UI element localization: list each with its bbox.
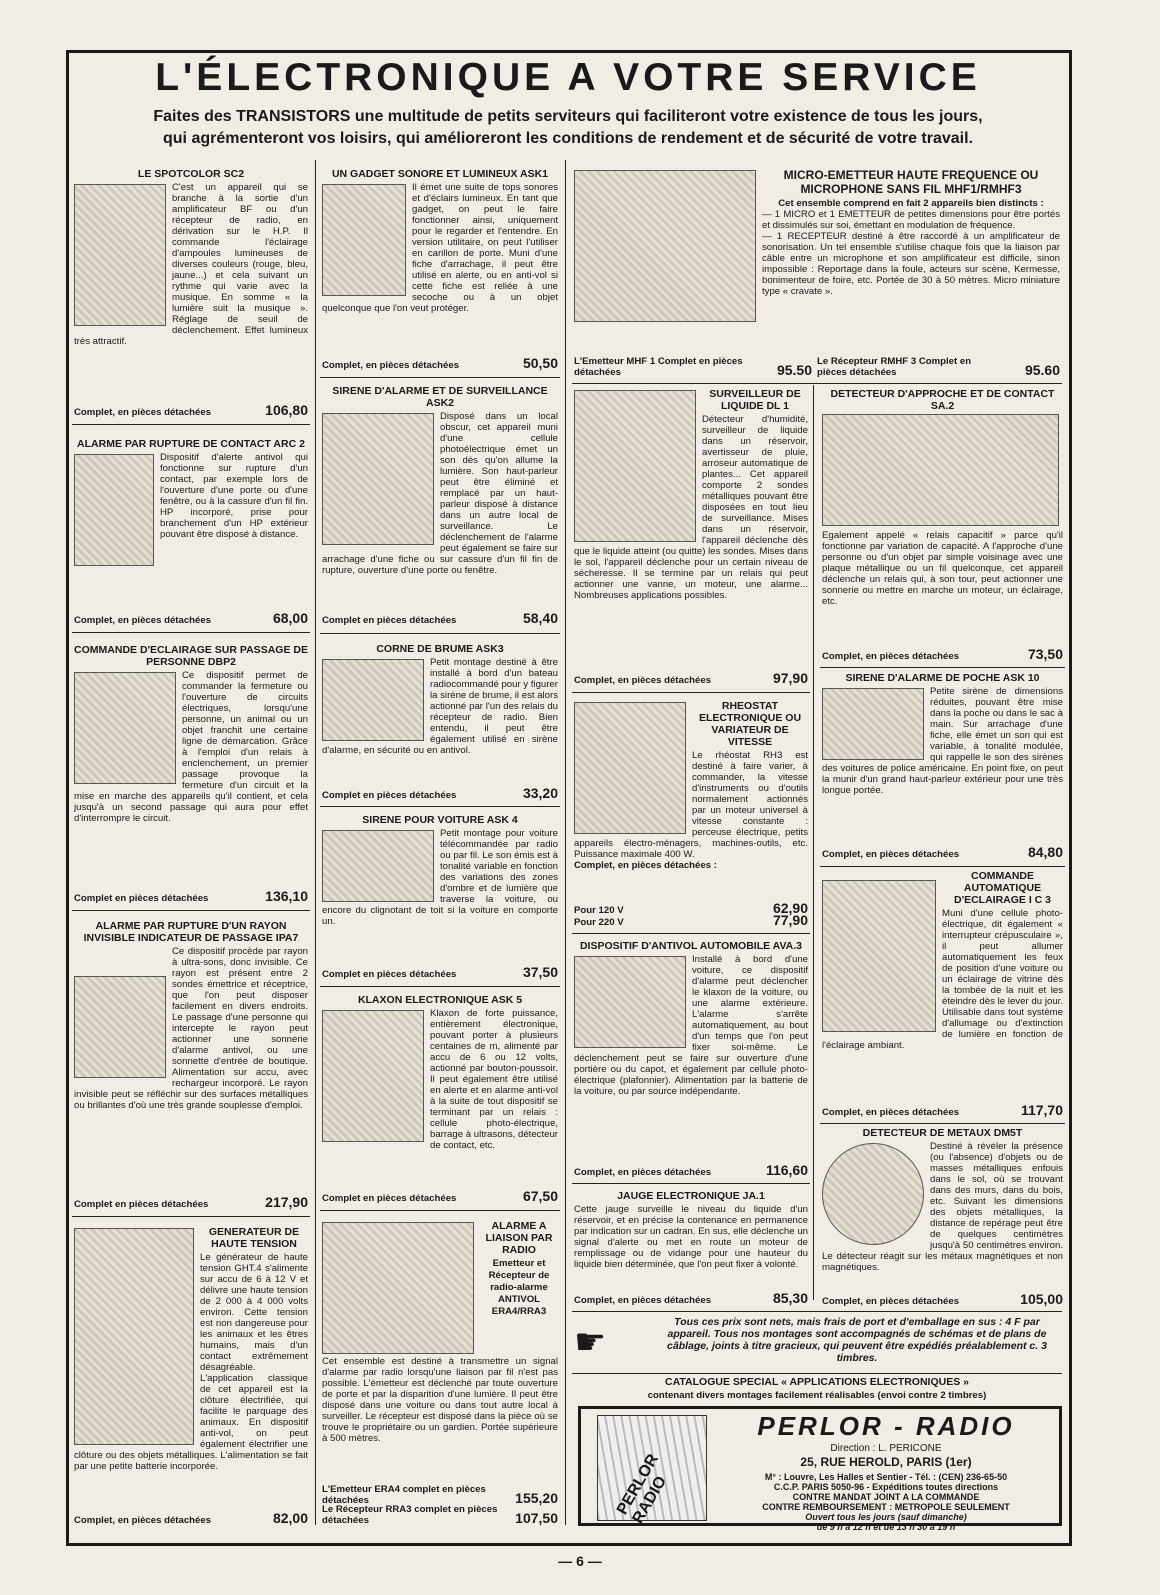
catalogue-title: CATALOGUE SPECIAL « APPLICATIONS ELECTRONIQUES » — [665, 1376, 969, 1388]
page-number: — 6 — — [558, 1553, 602, 1569]
product-title: GENERATEUR DE HAUTE TENSION — [208, 1226, 300, 1250]
product-description: Petit montage pour voiture télécommandée par radio ou par fil. Le son émis est à tonalité variable en fonction des variations des zones d'ombre et de lumière que traverse la voiture, ou encore du clignotant de toit si la voiture en comporte un. — [322, 828, 558, 927]
device-image — [822, 1143, 924, 1245]
product-dbp2 — [72, 644, 310, 906]
product-ask10 — [820, 672, 1065, 862]
price-line: Complet, en pièces détachées 117,70 — [822, 1102, 1063, 1118]
device-image — [822, 414, 1059, 526]
device-image — [74, 672, 176, 784]
product-title: ALARME PAR RUPTURE DE CONTACT ARC 2 — [77, 438, 305, 450]
device-image — [74, 454, 154, 566]
logo-text: PERLOR RADIO — [613, 1451, 671, 1527]
product-description: Il émet une suite de tops sonores et d'éclairs lumineux. En tant que gadget, on peut le faire fonctionner ainsi, uniquement pour le regarder et l'entendre. En version utilitaire, on peut l'utiliser en carillon de porte. Muni d'une fiche d'arrachage, il peut être utilisé en alerte, ou en anti-vol si cette fiche est reliée à une secoche ou à un objet quelconque que l'on veut protéger. — [322, 182, 558, 314]
shop-box — [578, 1406, 1062, 1532]
price-line: L'Emetteur MHF 1 Complet en pièces détachées 95.50 — [574, 356, 812, 378]
price-line: L'Emetteur ERA4 complet en pièces détachées 155,20 — [322, 1484, 558, 1506]
product-sa2 — [820, 388, 1065, 664]
catalogue-block — [572, 1376, 1062, 1406]
device-image — [574, 170, 756, 322]
product-sc2 — [72, 168, 310, 420]
product-ght4 — [72, 1226, 310, 1528]
catalogue-subtitle: contenant divers montages facilement réalisables (envoi contre 2 timbres) — [647, 1390, 987, 1401]
price-line: Complet, en pièces détachées 73,50 — [822, 646, 1063, 662]
column-divider — [813, 385, 814, 1300]
device-image — [322, 1222, 474, 1354]
product-description: — 1 MICRO et 1 EMETTEUR de petites dimensions pour être portés et dissimulés sur soi, émettant en modulation de fréquence. — [762, 209, 1060, 231]
price-line: Le Récepteur RMHF 3 Complet en pièces détachées 95.60 — [817, 356, 1060, 378]
device-image — [574, 956, 686, 1048]
shop-name: PERLOR - RADIO — [757, 1411, 1015, 1441]
price-line: Complet, en pièces détachées 97,90 — [574, 670, 808, 686]
column-divider — [565, 160, 566, 1525]
product-title: SIRENE POUR VOITURE ASK 4 — [362, 814, 518, 826]
product-description: Destiné à révéler la présence (ou l'absence) d'objets ou de masses métalliques enfouis dans le sol, où se trouvant dans des murs, dans du bois, etc. Suivant les dimensions des objets métalliques, la distance de repérage peut être de quelques centimètres jusqu'à 50 centimètres environ. Le détecteur réagit sur les métaux magnétiques et non magnétiques. — [822, 1141, 1063, 1273]
product-title: JAUGE ELECTRONIQUE JA.1 — [617, 1190, 765, 1202]
device-image — [574, 390, 696, 542]
price-line: Complet, en pièces détachées 106,80 — [74, 402, 308, 418]
column-divider — [315, 160, 316, 1525]
price-line: Complet en pièces détachées 33,20 — [322, 785, 558, 801]
price-line: Complet en pièces détachées 67,50 — [322, 1188, 558, 1204]
product-title: COMMANDE D'ECLAIRAGE SUR PASSAGE DE PERSONNE DBP2 — [74, 644, 308, 668]
device-image — [822, 688, 924, 760]
subtitle-line-1: Faites des TRANSISTORS une multitude de petits serviteurs qui faciliteront votre existence de tous les jours, — [153, 108, 983, 125]
pointing-hand-icon: ☛ — [574, 1321, 607, 1362]
price-line: Pour 220 V 77,90 — [574, 912, 808, 928]
product-title: DETECTEUR D'APPROCHE ET DE CONTACT SA.2 — [830, 388, 1055, 412]
product-dl1 — [572, 388, 810, 688]
product-description: C'est un appareil qui se branche à la sortie d'un amplificateur BF ou d'un récepteur de radio, en dérivation sur le H.P. Il commande l'éclairage d'ampoules lumineuses de diverses couleurs (rouge, bleu, jaune...) et cela suivant un rythme qui varie avec la musique. En somme « la lumière suit la musique ». Réglage de seuil de déclenchement. Effet lumineux très attractif. — [74, 182, 308, 347]
product-description: Dispositif d'alerte antivol qui fonctionne sur rupture d'un contact, par exemple lors de l'ouverture d'une porte ou d'une fenêtre, ou à la cassure d'un fil fin. HP incorporé, prise pour branchement d'un HP extérieur pouvant être disposé à distance. — [160, 452, 308, 540]
shop-logo — [597, 1415, 707, 1527]
product-title: COMMANDE AUTOMATIQUE D'ECLAIRAGE I C 3 — [953, 870, 1051, 906]
product-description: Disposé dans un local obscur, cet appareil muni d'une cellule photoélectrique émet un son dès qu'on allume la lumière. Son haut-parleur peut être éliminé et remplacé par un haut-parleur disposé à distance dans un autre local de surveillance. Le déclenchement de l'alarme peut également se faire sur arrachage d'une fiche ou sur cassure d'un fil fin de rupture, ouverture d'une porte ou fenêtre. — [322, 411, 558, 576]
product-ask5 — [320, 994, 560, 1206]
device-image — [322, 413, 434, 545]
product-description: Cette jauge surveille le niveau du liquide d'un réservoir, et en précise la contenance en permanence par indication sur un cadran. En sus, elle déclenche un signal d'alerte ou met en route un moteur de remplissage ou de vidange pour une hauteur du liquide bien déterminée, que l'on peut fixer à volonté. — [574, 1204, 808, 1270]
product-title: UN GADGET SONORE ET LUMINEUX ASK1 — [331, 168, 549, 180]
product-ask2 — [320, 385, 560, 628]
price-line: Complet en pièces détachées 136,10 — [74, 888, 308, 904]
price-line: Complet en pièces détachées 37,50 — [322, 964, 558, 980]
product-title: RHEOSTAT ELECTRONIQUE OU VARIATEUR DE VITESSE — [698, 700, 802, 748]
device-image — [822, 880, 936, 1032]
product-ask1 — [320, 168, 560, 373]
product-title: MICRO-EMETTEUR HAUTE FREQUENCE OU MICROPHONE SANS FIL MHF1/RMHF3 — [783, 168, 1039, 196]
device-image — [322, 659, 424, 741]
device-image — [574, 702, 686, 834]
shop-director: Direction : L. PERICONE — [830, 1443, 942, 1454]
product-description: Détecteur d'humidité, surveilleur de liquide dans un réservoir, avertisseur de pluie, arroseur automatique de plantes... Cet appareil comporte 2 sondes métalliques pouvant être disposées en tout lieu de surveillance. Mises dans un réservoir, l'appareil déclenche dès que le liquide atteint (ou quitte) les sondes. Mises dans le sol, l'appareil déclenche pour un certain niveau de sécheresse. Il se termine par un relais qui peut actionner une vanne, un moteur, une alarme... Nombreuses applications possibles. — [574, 414, 808, 601]
product-title: ALARME PAR RUPTURE D'UN RAYON INVISIBLE INDICATEUR DE PASSAGE IPA7 — [83, 920, 299, 944]
shop-contact: M° : Louvre, Les Halles et Sentier - Tél. : (CEN) 236-65-50 C.C.P. PARIS 5050-96 - Expéditions toutes directions CONTRE MANDAT JOINT A LA COMMANDE CONTRE REMBOURSEMENT : METROPOLE SEULEMENT Ouvert tous les jours (sauf dimanche) de 9 h à 12 h et de 13 h 30 à 19 h — [762, 1472, 1010, 1532]
product-intro: Cet ensemble comprend en fait 2 appareils bien distincts : — [778, 198, 1044, 209]
product-description: Petit montage destiné à être installé à bord d'un bateau radiocommandé pour y figurer la sirène de brume, il est alors actionné par l'un des relais du récepteur de radio. Bien entendu, il peut être également utilisé en sirène d'alarme, en sécurité ou en antivol. — [322, 657, 558, 756]
product-title: DISPOSITIF D'ANTIVOL AUTOMOBILE AVA.3 — [579, 940, 803, 952]
price-line: Complet, en pièces détachées 85,30 — [574, 1290, 808, 1306]
product-ask3 — [320, 643, 560, 803]
product-ask4 — [320, 814, 560, 982]
product-title: DETECTEUR DE METAUX DM5T — [862, 1127, 1023, 1139]
device-image — [74, 976, 166, 1078]
product-rh3 — [572, 700, 810, 930]
device-image — [322, 1010, 424, 1142]
price-line: Complet en pièces détachées 58,40 — [322, 610, 558, 626]
product-title: CORNE DE BRUME ASK3 — [376, 643, 504, 655]
product-description: — 1 RECEPTEUR destiné à être raccordé à un amplificateur de sonorisation. Un tel ensemble s'utilise chaque fois que la liaison par câble entre un microphone et son amplificateur est difficile, sinon impossible : Reportage dans la foule, acteurs sur scène, Kermesse, bonimenteur de foire, etc. Portée de 30 à 50 mètres. Micro miniature type « cravate ». — [762, 231, 1060, 297]
page-title: L'ÉLECTRONIQUE A VOTRE SERVICE — [155, 56, 981, 99]
product-arc2 — [72, 438, 310, 628]
product-title: SURVEILLEUR DE LIQUIDE DL 1 — [709, 388, 801, 412]
price-line: Complet, en pièces détachées 84,80 — [822, 844, 1063, 860]
product-ava3 — [572, 940, 810, 1180]
price-label: Complet, en pièces détachées : — [574, 860, 717, 871]
product-era4 — [320, 1220, 560, 1528]
price-line: Le Récepteur RRA3 complet en pièces détachées 107,50 — [322, 1504, 558, 1526]
product-description: Ce dispositif permet de commander la fermeture ou l'ouverture de circuits électriques, lorsqu'une personne, un animal ou un objet franchit une certaine ligne de démarcation. Grâce à l'emploi d'un relais à enclenchement, un premier passage provoque la fermeture d'un circuit et la mise en marche des appareils qu'il contient, et cela jusqu'à un second passage qui aura pour effet d'interrompre le circuit. — [74, 670, 308, 824]
product-ja1 — [572, 1190, 810, 1308]
product-title: KLAXON ELECTRONIQUE ASK 5 — [357, 994, 523, 1006]
product-title: SIRENE D'ALARME ET DE SURVEILLANCE ASK2 — [332, 385, 548, 409]
product-title: ALARME A LIAISON PAR RADIO — [485, 1220, 553, 1256]
subtitle-line-2: qui agrémenteront vos loisirs, qui amélioreront les conditions de rendement et de sécurité de votre travail. — [163, 130, 973, 147]
product-ipa7 — [72, 920, 310, 1212]
product-subtitle: Emetteur et Récepteur de radio-alarme ANTIVOL ERA4/RRA3 — [488, 1258, 550, 1317]
product-mhf1 — [572, 168, 1062, 380]
price-line: Complet, en pièces détachées 105,00 — [822, 1291, 1063, 1307]
device-image — [322, 830, 434, 902]
device-image — [322, 184, 406, 296]
price-line: Complet, en pièces détachées 116,60 — [574, 1162, 808, 1178]
device-image — [74, 184, 166, 326]
product-title: SIRENE D'ALARME DE POCHE ASK 10 — [845, 672, 1040, 684]
price-line: Pour 120 V 62,90 — [574, 900, 808, 916]
product-description: Le générateur de haute tension GHT.4 s'alimente sur accu de 6 à 12 V et délivre une haute tension de 2 000 à 4 000 volts environ. Cette tension est non dangereuse pour les animaux et les êtres humains, mais d'un contact extrêmement désagréable. L'application classique de cet appareil est la clôture électrifiée, qui facilite le parquage des animaux. En dispositif anti-vol, on peut également électrifier une clôture ou des objets métalliques. L'alimentation se fait par une petite batterie incorporée. — [74, 1252, 308, 1472]
shop-address: 25, RUE HEROLD, PARIS (1er) — [800, 1455, 972, 1469]
price-line: Complet en pièces détachées 217,90 — [74, 1194, 308, 1210]
product-description: Installé à bord d'une voiture, ce dispositif d'alarme peut déclencher le klaxon de la voiture, ou une alarme extérieure. L'alarme s'arrête automatiquement, au bout d'un temps que l'on peut fixer soi-même. Le déclenchement peut se faire sur ouverture d'une portière ou du capot, et également par cellule photo-électrique (plafonnier). Alimentation par la batterie de la voiture, ou par source indépendante. — [574, 954, 808, 1097]
product-description: Klaxon de forte puissance, entièrement électronique, pouvant porter à plusieurs centaines de m, alimenté par accu de 6 ou 12 volts, actionné par bouton-poussoir. Il peut également être utilisé en alerte et en alarme anti-vol à la suite de tout dispositif se terminant par un relais : cellule photo-électrique, barrage à ultrasons, détecteur de contact, etc. — [430, 1008, 558, 1151]
price-line: Complet, en pièces détachées 82,00 — [74, 1510, 308, 1526]
product-description: Cet ensemble est destiné à transmettre un signal d'alarme par radio lorsqu'une liaison par fil n'est pas possible. L'émetteur est déclenché par toute ouverture de porte et par la disparition d'une lumière. Il peut être disposé dans une voiture ou dans tout autre local à surveiller. Le récepteur est disposé dans la pièce où se trouve le propriétaire ou un gardien. Portée supérieure à 500 mètres. — [322, 1356, 558, 1444]
product-description: Muni d'une cellule photo-électrique, dit également « interrupteur crépusculaire », il peut allumer automatiquement les feux de position d'une voiture ou un éclairage de vitrine dès la tombée de la nuit et les éteindre dès le lever du jour. Utilisable dans tout système d'allumage ou d'extinction de lumière en fonction de l'éclairage ambiant. — [822, 908, 1063, 1051]
product-dm5t — [820, 1127, 1065, 1309]
product-description: Ce dispositif procède par rayon à ultra-sons, donc invisible. Ce rayon est présent entre 2 sondes émettrice et réceptrice, que l'on peut disposer facilement en divers endroits. Le passage d'une personne qui intercepte le rayon peut actionner une sonnerie d'alarme antivol, ou une sonnette d'entrée de boutique. Alimentation sur accu, avec rechargeur incorporé. Le rayon invisible peut se réfléchir sur des surfaces métalliques ou brillantes d'où une très grande souplesse d'emploi. — [74, 946, 308, 1111]
notice-text: Tous ces prix sont nets, mais frais de port et d'emballage en sus : 4 F par appareil. Tous nos montages sont accompagnés de schémas et de plans de câblage, joints à titre gracieux, qui peuvent être expédiés préalablement c. 3 timbres. — [667, 1316, 1047, 1364]
device-image — [74, 1228, 194, 1445]
product-title: LE SPOTCOLOR SC2 — [137, 168, 245, 180]
product-ic3 — [820, 870, 1065, 1120]
product-description: Le rhéostat RH3 est destiné à faire varier, à commander, la vitesse d'instruments ou d'outils normalement actionnés par un moteur universel à vitesse constante : perceuse électrique, petits appareils électro-ménagers, machines-outils, etc. Puissance maximale 400 W. — [574, 750, 808, 860]
price-line: Complet, en pièces détachées 68,00 — [74, 610, 308, 626]
shipping-notice — [572, 1316, 1062, 1376]
price-line: Complet, en pièces détachées 50,50 — [322, 355, 558, 371]
product-description: Egalement appelé « relais capacitif » parce qu'il fonctionne par variation de capacité. A l'approche d'une personne ou d'un objet par simple voisinage avec une plaque métallique ou un fil quelconque, cet appareil déclenche un relais qui, à son tour, peut actionner une sonnerie ou mettre en marche un moteur, un éclairage, etc. — [822, 530, 1063, 607]
product-description: Petite sirène de dimensions réduites, pouvant être mise dans la poche ou dans le sac à main. Sur arrachage d'une fiche, elle émet un son qui est variable, à tonalité modulée, qui rappelle le son des sirènes des voitures de police américaine. En point fixe, on peut la munir d'un grand haut-parleur extérieur pour une très longue portée. — [822, 686, 1063, 796]
